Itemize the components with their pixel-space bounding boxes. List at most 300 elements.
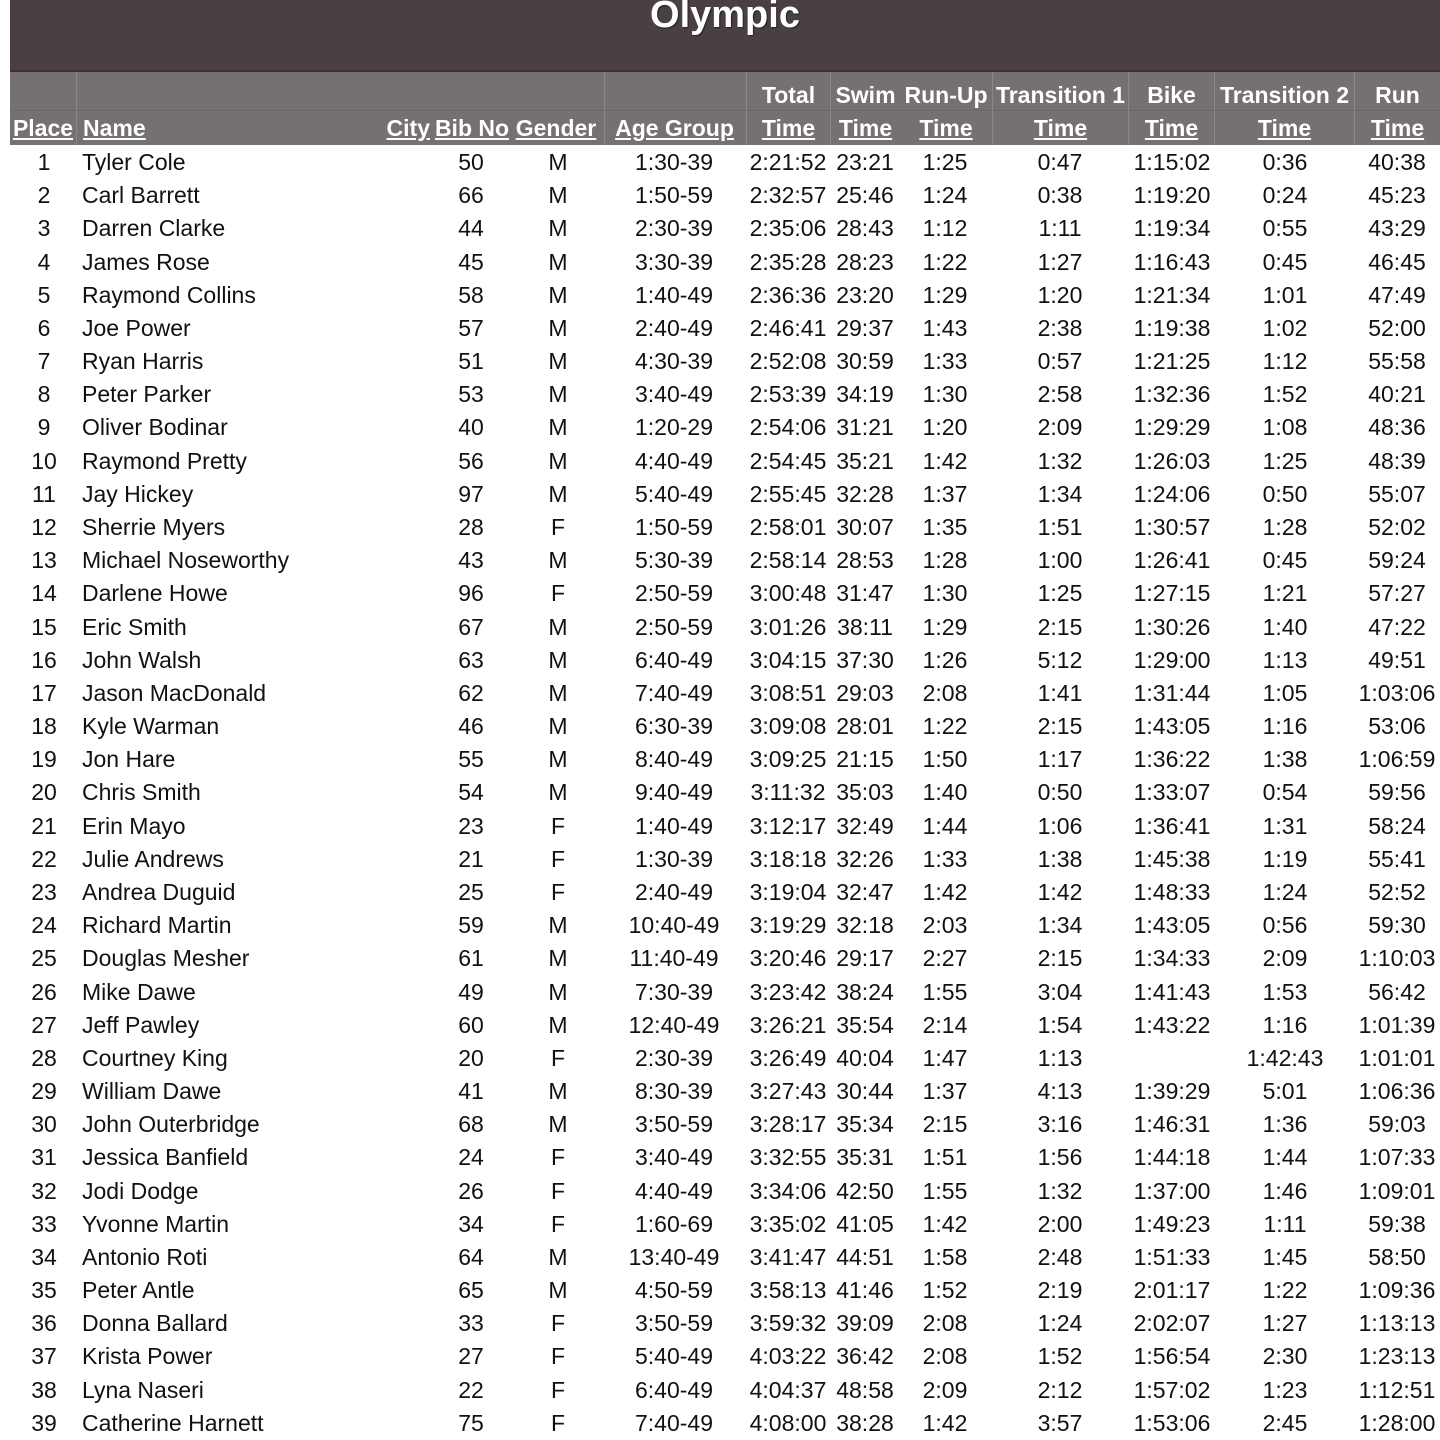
cell-swim-time: 32:26 [836,845,894,872]
cell-gender: F [550,845,566,872]
cell-runup-time: 1:58 [922,1243,968,1270]
sort-link-swim-time[interactable]: Time [838,115,893,141]
cell-runup-time: 1:20 [922,414,968,441]
cell-bike-time: 1:30:26 [1133,613,1211,640]
sort-link-name[interactable]: Name [83,115,146,141]
cell-swim-time: 32:47 [836,878,894,905]
cell-runup-time: 2:09 [922,1376,968,1403]
cell-transition2-time: 1:22 [1262,1277,1308,1304]
cell-age-group: 2:50-59 [634,580,713,607]
cell-name: Carl Barrett [82,182,200,209]
cell-transition2-time: 1:01 [1262,281,1308,308]
cell-total-time: 3:59:32 [749,1310,827,1337]
cell-run-time: 1:01:01 [1358,1044,1436,1071]
cell-transition1-time: 1:20 [1037,281,1083,308]
cell-runup-time: 1:42 [922,447,968,474]
cell-total-time: 3:27:43 [749,1078,827,1105]
cell-place: 23 [31,878,57,905]
cell-place: 4 [37,248,51,275]
cell-run-time: 1:06:36 [1358,1078,1436,1105]
cell-age-group: 3:40-49 [634,1144,713,1171]
cell-runup-time: 1:12 [922,215,968,242]
cell-gender: M [548,248,568,275]
cell-age-group: 6:30-39 [634,713,713,740]
cell-age-group: 10:40-49 [628,912,720,939]
cell-swim-time: 28:43 [836,215,894,242]
cell-age-group: 13:40-49 [628,1243,720,1270]
table-row [0,212,1440,245]
table-row [0,1042,1440,1075]
cell-gender: F [550,1310,566,1337]
cell-runup-time: 2:27 [922,945,968,972]
cell-bike-time: 1:49:23 [1133,1210,1211,1237]
cell-swim-time: 38:24 [836,978,894,1005]
column-header-gender[interactable] [512,72,600,145]
cell-place: 19 [31,746,57,773]
cell-total-time: 4:04:37 [749,1376,827,1403]
cell-name: Jessica Banfield [82,1144,249,1171]
cell-age-group: 1:50-59 [634,182,713,209]
cell-name: William Dawe [82,1078,222,1105]
table-row [0,1108,1440,1141]
cell-bib: 75 [458,1409,484,1436]
column-header-place[interactable] [10,72,76,145]
cell-name: Yvonne Martin [82,1210,230,1237]
column-header-city[interactable] [376,72,432,145]
cell-total-time: 2:35:06 [749,215,827,242]
sort-link-bike-time[interactable]: Time [1144,115,1199,141]
cell-bike-time: 1:21:34 [1133,281,1211,308]
cell-run-time: 1:01:39 [1358,1011,1436,1038]
cell-total-time: 3:18:18 [749,845,827,872]
cell-age-group: 1:30-39 [634,149,713,175]
cell-total-time: 2:32:57 [749,182,827,209]
cell-run-time: 1:07:33 [1358,1144,1436,1171]
cell-bike-time: 2:02:07 [1133,1310,1211,1337]
column-header-run-time[interactable] [1354,72,1440,145]
cell-age-group: 11:40-49 [629,945,719,972]
cell-total-time: 3:08:51 [749,679,827,706]
cell-age-group: 2:30-39 [634,1044,713,1071]
cell-transition2-time: 1:27 [1262,1310,1308,1337]
cell-name: Darlene Howe [82,580,228,607]
cell-transition1-time: 1:17 [1037,746,1083,773]
cell-age-group: 6:40-49 [634,1376,713,1403]
table-row [0,1208,1440,1241]
cell-run-time: 1:23:13 [1358,1343,1436,1370]
cell-age-group: 7:40-49 [634,1409,713,1436]
cell-transition2-time: 1:31 [1262,812,1308,839]
cell-total-time: 3:26:49 [749,1044,827,1071]
cell-transition1-time: 2:58 [1037,381,1083,408]
cell-runup-time: 2:08 [922,1343,968,1370]
cell-swim-time: 32:28 [836,480,894,507]
cell-runup-time: 2:15 [922,1111,968,1138]
table-row [0,246,1440,279]
cell-transition1-time: 1:52 [1037,1343,1083,1370]
cell-bike-time: 1:51:33 [1133,1243,1211,1270]
cell-bike-time: 1:48:33 [1133,878,1211,905]
cell-name: Antonio Roti [82,1243,208,1270]
cell-place: 26 [31,978,57,1005]
cell-run-time: 58:50 [1368,1243,1426,1270]
cell-transition1-time: 2:09 [1037,414,1083,441]
cell-gender: M [548,314,568,341]
cell-age-group: 4:40-49 [634,1177,713,1204]
header-label: Total [761,82,816,108]
cell-bib: 65 [458,1277,484,1304]
cell-place: 18 [31,713,57,740]
cell-total-time: 2:58:14 [749,547,827,574]
table-row [0,1274,1440,1307]
cell-bike-time: 1:41:43 [1133,978,1211,1005]
cell-gender: M [548,182,568,209]
cell-name: Tyler Cole [82,149,186,175]
sort-link-runup-time[interactable]: Time [919,115,973,141]
cell-place: 10 [31,447,57,474]
cell-gender: F [550,1376,566,1403]
cell-swim-time: 29:37 [836,314,894,341]
column-header-transition2-time[interactable] [1214,72,1354,145]
cell-runup-time: 1:42 [922,1210,968,1237]
table-row [0,1075,1440,1108]
cell-place: 20 [31,779,57,806]
cell-name: Ryan Harris [82,348,204,375]
cell-gender: F [550,878,566,905]
cell-transition2-time: 0:36 [1262,149,1308,175]
cell-transition2-time: 1:24 [1262,878,1308,905]
cell-run-time: 55:07 [1368,480,1426,507]
sort-link-total-time[interactable]: Time [761,115,816,141]
cell-bike-time: 1:31:44 [1133,679,1211,706]
cell-swim-time: 40:04 [836,1044,894,1071]
cell-transition1-time: 1:42 [1037,878,1083,905]
cell-run-time: 59:56 [1368,779,1426,806]
cell-total-time: 3:32:55 [749,1144,827,1171]
cell-total-time: 2:36:36 [749,281,827,308]
cell-swim-time: 44:51 [836,1243,894,1270]
column-header-swim-time[interactable] [830,72,900,145]
cell-place: 25 [31,945,57,972]
cell-name: Jason MacDonald [82,679,267,706]
table-row [0,909,1440,942]
cell-place: 30 [31,1111,57,1138]
cell-swim-time: 48:58 [836,1376,894,1403]
table-row [0,776,1440,809]
cell-swim-time: 42:50 [836,1177,894,1204]
cell-gender: M [548,1243,568,1270]
cell-name: Jeff Pawley [82,1011,200,1038]
cell-swim-time: 41:46 [836,1277,894,1304]
cell-place: 6 [37,314,51,341]
sort-link-bib[interactable]: Bib No [434,115,510,141]
cell-transition1-time: 4:13 [1037,1078,1083,1105]
cell-runup-time: 1:33 [922,845,968,872]
table-row [0,1141,1440,1174]
cell-runup-time: 1:50 [922,746,968,773]
column-header-runup-time[interactable] [900,72,992,145]
cell-total-time: 2:53:39 [749,381,827,408]
cell-gender: F [550,580,566,607]
cell-bike-time: 1:53:06 [1133,1409,1211,1436]
cell-bike-time: 1:16:43 [1133,248,1211,275]
cell-transition2-time: 1:38 [1262,746,1308,773]
cell-gender: F [550,1409,566,1436]
cell-total-time: 3:12:17 [749,812,827,839]
cell-bike-time: 1:24:06 [1133,480,1211,507]
cell-runup-time: 1:28 [922,547,968,574]
cell-total-time: 4:03:22 [749,1343,827,1370]
cell-gender: M [548,746,568,773]
cell-total-time: 3:26:21 [749,1011,827,1038]
cell-run-time: 55:41 [1368,845,1426,872]
cell-bib: 56 [458,447,484,474]
cell-place: 12 [31,513,57,540]
cell-runup-time: 1:29 [922,613,968,640]
sort-link-transition1-time[interactable]: Time [1033,115,1088,141]
cell-name: Michael Noseworthy [82,547,290,574]
cell-transition2-time: 1:19 [1262,845,1308,872]
cell-bib: 66 [458,182,484,209]
cell-bib: 33 [458,1310,484,1337]
cell-transition2-time: 1:02 [1262,314,1308,341]
cell-age-group: 7:40-49 [634,679,713,706]
cell-swim-time: 29:03 [836,679,894,706]
cell-place: 33 [31,1210,57,1237]
cell-age-group: 8:40-49 [634,746,713,773]
cell-run-time: 59:24 [1368,547,1426,574]
cell-total-time: 2:52:08 [749,348,827,375]
cell-bike-time: 1:26:41 [1133,547,1211,574]
cell-gender: M [548,713,568,740]
cell-bike-time: 1:33:07 [1133,779,1211,806]
cell-bib: 27 [458,1343,484,1370]
cell-bib: 59 [458,912,484,939]
cell-gender: F [550,1044,566,1071]
cell-gender: F [550,812,566,839]
cell-transition1-time: 3:57 [1037,1409,1083,1436]
cell-name: Jon Hare [82,746,176,773]
cell-gender: M [548,912,568,939]
cell-transition2-time: 5:01 [1262,1078,1308,1105]
cell-bib: 49 [458,978,484,1005]
cell-name: Peter Parker [82,381,212,408]
cell-place: 13 [31,547,57,574]
cell-swim-time: 37:30 [836,646,894,673]
cell-name: Donna Ballard [82,1310,228,1337]
table-row [0,1009,1440,1042]
cell-swim-time: 30:44 [836,1078,894,1105]
cell-gender: M [548,1078,568,1105]
cell-bike-time: 1:43:22 [1133,1011,1211,1038]
cell-place: 2 [37,182,51,209]
cell-place: 37 [31,1343,57,1370]
cell-swim-time: 28:01 [836,713,894,740]
cell-run-time: 57:27 [1368,580,1426,607]
cell-place: 32 [31,1177,57,1204]
column-header-total-time[interactable] [746,72,830,145]
header-label: Swim [835,82,896,108]
cell-run-time: 1:13:13 [1358,1310,1436,1337]
cell-total-time: 3:01:26 [749,613,827,640]
cell-place: 28 [31,1044,57,1071]
cell-place: 9 [37,414,51,441]
cell-bib: 25 [458,878,484,905]
cell-transition1-time: 1:54 [1037,1011,1083,1038]
cell-runup-time: 1:30 [922,580,968,607]
cell-gender: M [548,381,568,408]
column-header-name[interactable] [76,72,376,145]
cell-total-time: 3:35:02 [749,1210,827,1237]
table-row [0,1307,1440,1340]
cell-runup-time: 1:44 [922,812,968,839]
cell-runup-time: 1:52 [922,1277,968,1304]
table-row [0,942,1440,975]
cell-gender: F [550,1144,566,1171]
cell-age-group: 1:50-59 [634,513,713,540]
table-row [0,345,1440,378]
cell-bike-time: 1:36:41 [1133,812,1211,839]
cell-gender: M [548,978,568,1005]
cell-bib: 55 [458,746,484,773]
cell-place: 7 [37,348,51,375]
column-header-age-group[interactable] [604,72,744,145]
cell-swim-time: 31:47 [836,580,894,607]
cell-run-time: 52:02 [1368,513,1426,540]
cell-transition2-time: 1:42:43 [1246,1044,1324,1071]
cell-place: 15 [31,613,57,640]
cell-age-group: 1:40-49 [634,281,713,308]
cell-total-time: 2:55:45 [749,480,827,507]
cell-run-time: 59:38 [1368,1210,1426,1237]
cell-transition1-time: 2:15 [1037,613,1083,640]
cell-swim-time: 36:42 [836,1343,894,1370]
cell-runup-time: 1:37 [922,1078,968,1105]
cell-transition2-time: 1:11 [1263,1210,1307,1237]
cell-run-time: 48:36 [1368,414,1426,441]
cell-gender: M [548,679,568,706]
cell-bike-time: 1:36:22 [1133,746,1211,773]
cell-bike-time: 1:19:20 [1133,182,1211,209]
cell-runup-time: 1:40 [922,779,968,806]
table-row [0,710,1440,743]
cell-swim-time: 38:11 [837,613,893,640]
cell-run-time: 45:23 [1368,182,1426,209]
cell-transition2-time: 1:23 [1262,1376,1308,1403]
cell-transition1-time: 5:12 [1037,646,1083,673]
cell-transition1-time: 2:19 [1037,1277,1083,1304]
cell-name: Mike Dawe [82,978,196,1005]
cell-bike-time: 1:32:36 [1133,381,1211,408]
cell-runup-time: 2:03 [922,912,968,939]
cell-transition1-time: 2:48 [1037,1243,1083,1270]
sort-link-transition2-time[interactable]: Time [1257,115,1312,141]
cell-name: Krista Power [82,1343,213,1370]
table-row [0,976,1440,1009]
cell-transition2-time: 1:53 [1262,978,1308,1005]
cell-name: Peter Antle [82,1277,195,1304]
table-row [0,544,1440,577]
sort-link-place[interactable]: Place [12,115,74,141]
cell-bike-time: 1:44:18 [1133,1144,1211,1171]
cell-total-time: 3:04:15 [749,646,827,673]
header-label: Bike [1147,82,1196,108]
sort-link-age-group[interactable]: Age Group [615,115,734,141]
cell-total-time: 3:20:46 [749,945,827,972]
cell-name: Jay Hickey [82,480,194,507]
cell-bib: 40 [458,414,484,441]
cell-gender: M [548,779,568,806]
cell-place: 36 [31,1310,57,1337]
cell-swim-time: 30:07 [836,513,894,540]
cell-transition1-time: 1:06 [1037,812,1083,839]
cell-transition1-time: 2:15 [1037,945,1083,972]
column-header-bike-time[interactable] [1128,72,1214,145]
cell-bike-time: 1:15:02 [1133,149,1211,175]
cell-bike-time: 1:37:00 [1133,1177,1211,1204]
header-label: Transition 2 [1219,82,1350,108]
cell-name: Joe Power [82,314,191,341]
cell-transition2-time: 1:40 [1262,613,1308,640]
cell-run-time: 1:09:01 [1358,1177,1436,1204]
table-row [0,876,1440,909]
cell-name: Andrea Duguid [82,878,236,905]
cell-transition1-time: 1:32 [1037,1177,1083,1204]
cell-bike-time: 1:30:57 [1133,513,1211,540]
cell-place: 27 [31,1011,57,1038]
cell-gender: M [548,613,568,640]
cell-name: Chris Smith [82,779,201,806]
cell-swim-time: 31:21 [836,414,894,441]
cell-gender: F [550,1210,566,1237]
cell-name: Erin Mayo [82,812,186,839]
table-row [0,1175,1440,1208]
cell-total-time: 3:09:25 [749,746,827,773]
cell-gender: M [548,348,568,375]
cell-gender: M [548,281,568,308]
cell-place: 34 [31,1243,57,1270]
cell-run-time: 1:06:59 [1358,746,1436,773]
cell-place: 24 [31,912,57,939]
cell-name: John Outerbridge [82,1111,260,1138]
cell-transition1-time: 0:38 [1037,182,1083,209]
cell-place: 5 [37,281,51,308]
cell-gender: M [548,1111,568,1138]
cell-run-time: 48:39 [1368,447,1426,474]
cell-swim-time: 23:20 [836,281,894,308]
cell-bike-time: 1:19:38 [1133,314,1211,341]
cell-runup-time: 1:42 [922,878,968,905]
cell-total-time: 3:19:29 [749,912,827,939]
cell-name: Julie Andrews [82,845,224,872]
table-row [0,146,1440,179]
cell-run-time: 1:03:06 [1358,679,1436,706]
sort-link-city[interactable]: City [386,115,430,141]
cell-name: Kyle Warman [82,713,220,740]
sort-link-run-time[interactable]: Time [1370,115,1425,141]
cell-transition1-time: 1:25 [1037,580,1083,607]
cell-name: Courtney King [82,1044,228,1071]
cell-transition2-time: 1:13 [1262,646,1308,673]
cell-age-group: 8:30-39 [634,1078,713,1105]
cell-total-time: 3:00:48 [749,580,827,607]
cell-swim-time: 38:28 [836,1409,894,1436]
table-row [0,445,1440,478]
column-header-transition1-time[interactable] [992,72,1128,145]
cell-bib: 41 [458,1078,484,1105]
column-header-bib[interactable] [432,72,512,145]
sort-link-gender[interactable]: Gender [515,115,597,141]
